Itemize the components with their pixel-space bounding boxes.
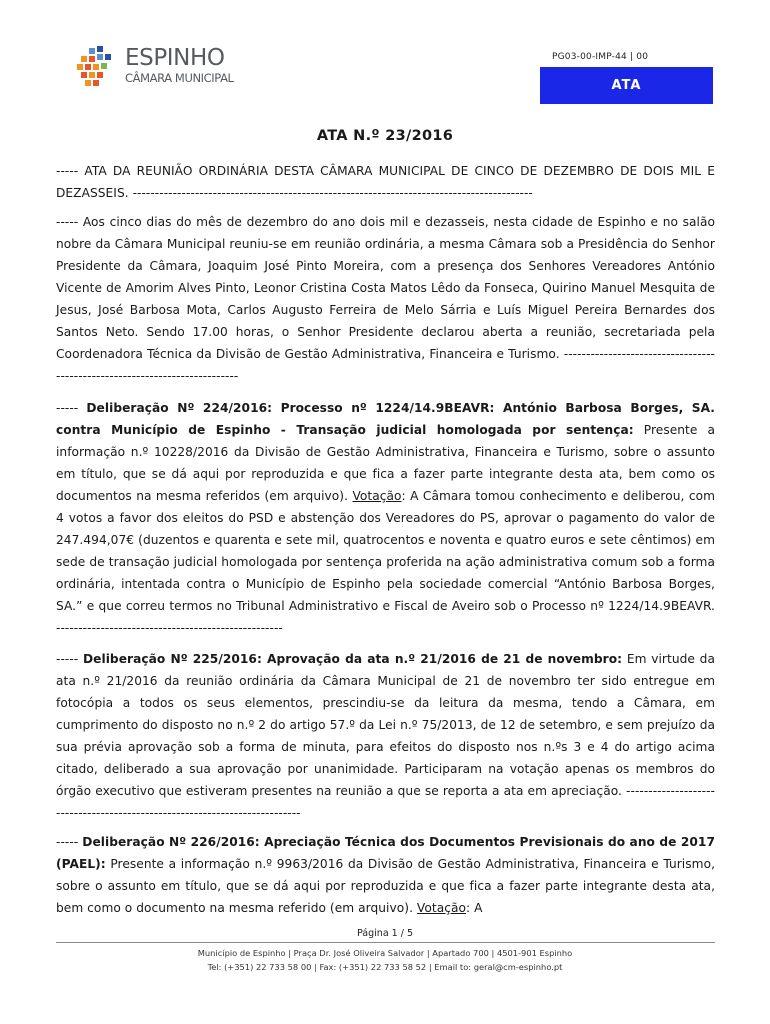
- deliberation-text: Em virtude da ata n.º 21/2016 da reunião ordinária da Câmara Municipal de 21 de novembro ter sido entregue em fotocópia a todos os seus elementos, prescindiu-se da leitura da mesma, tendo a Câmara, em cumprimento do disposto no n.º 2 do artigo 57.º da Lei n.º 75/2013, de 12 de setembro, e sem prejuízo da sua prévia aprovação sob a forma de minuta, para efeitos do disposto nos n.ºs 3 e 4 do artigo acima citado, deliberado a sua aprovação por unanimidade. Participaram na votação apenas os membros do órgão executivo que estiveram presentes na reunião a que se reporta a ata em apreciação. ---------------------------------------------------------------------------: [56, 652, 715, 820]
- page-number: Página 1 / 5: [357, 928, 413, 939]
- deliberation-text: Presente a informação n.º 9963/2016 da Divisão de Gestão Administrativa, Financeira e Turismo, sobre o assunto em título, que se dá aqui por reproduzida e que fica a fazer parte integrante desta ata, bem como o documento na mesma referido (em arquivo).: [56, 857, 715, 915]
- footer-address: Município de Espinho | Praça Dr. José Oliveira Salvador | Apartado 700 | 4501-901 Espinho: [197, 948, 573, 958]
- logo-subtitle: CÂMARA MUNICIPAL: [125, 71, 234, 85]
- deliberation-title: Deliberação Nº 224/2016: Processo nº 1224/14.9BEAVR: António Barbosa Borges, SA. contra Município de Espinho - Transação judicial homologada por sentença:: [56, 401, 715, 437]
- document-title: ATA N.º 23/2016: [316, 128, 454, 144]
- paragraph-deliberation-225: [56, 648, 715, 824]
- deliberation-title: Deliberação Nº 225/2016: Aprovação da ata n.º 21/2016 de 21 de novembro:: [83, 652, 623, 666]
- footer-contact: Tel: (+351) 22 733 58 00 | Fax: (+351) 22 733 58 52 | Email to: geral@cm-espinho.pt: [207, 962, 563, 972]
- paragraph-deliberation-226: [56, 831, 715, 919]
- paragraph-deliberation-224: [56, 397, 715, 639]
- footer-divider: [56, 942, 715, 943]
- dash-prefix: -----: [56, 652, 83, 666]
- logo-name: ESPINHO: [125, 45, 225, 71]
- espinho-logo-mark-icon: [77, 46, 121, 90]
- deliberation-text: Presente a informação n.º 10228/2016 da Divisão de Gestão Administrativa, Financeira e Turismo, sobre o assunto em título, que se dá aqui por reproduzida e que fica a fazer parte integrante desta ata, bem como os documentos na mesma referidos (em arquivo).: [56, 423, 716, 503]
- dash-prefix: -----: [56, 835, 83, 849]
- vote-label: Votação: [352, 489, 402, 503]
- document-code: PG03-00-IMP-44 | 00: [552, 52, 649, 62]
- espinho-logo: [77, 44, 257, 90]
- vote-label: Votação: [416, 901, 466, 915]
- paragraph-heading: ----- ATA DA REUNIÃO ORDINÁRIA DESTA CÂMARA MUNICIPAL DE CINCO DE DEZEMBRO DE DOIS MIL E DEZASSEIS. ------------------------------------------------------------------------------------------: [56, 164, 715, 200]
- deliberation-text-cont: : A: [466, 901, 483, 915]
- dash-prefix: -----: [56, 401, 87, 415]
- paragraph-opening: ----- Aos cinco dias do mês de dezembro do ano dois mil e dezasseis, nesta cidade de Espinho e no salão nobre da Câmara Municipal reuniu-se em reunião ordinária, a mesma Câmara sob a Presidência do Senhor Presidente da Câmara, Joaquim José Pinto Moreira, com a presença dos Senhores Vereadores António Vicente de Amorim Alves Pinto, Leonor Cristina Costa Matos Lêdo da Fonseca, Quirino Manuel Mesquita de Jesus, José Barbosa Mota, Carlos Augusto Ferreira de Melo Sárria e Luís Miguel Pereira Bernardes dos Santos Neto. Sendo 17.00 horas, o Senhor Presidente declarou aberta a reunião, secretariada pela Coordenadora Técnica da Divisão de Gestão Administrativa, Financeira e Turismo. ---------------------------------------------------------------------------: [56, 215, 715, 383]
- document-type-badge: ATA: [540, 67, 713, 104]
- deliberation-title: Deliberação Nº 226/2016: Apreciação Técnica dos Documentos Previsionais do ano de 2017 (PAEL):: [56, 835, 715, 871]
- deliberation-text-cont: : A Câmara tomou conhecimento e deliberou, com 4 votos a favor dos eleitos do PSD e abstenção dos Vereadores do PS, aprovar o pagamento do valor de 247.494,07€ (duzentos e quarenta e sete mil, quatrocentos e noventa e quatro euros e sete cêntimos) em sede de transação judicial homologada por sentença proferida na ação administrativa comum sob a forma ordinária, intentada contra o Município de Espinho pela sociedade comercial “António Barbosa Borges, SA.” e que correu termos no Tribunal Administrativo e Fiscal de Aveiro sob o Processo nº 1224/14.9BEAVR. ---------------------------------------------------: [56, 489, 715, 635]
